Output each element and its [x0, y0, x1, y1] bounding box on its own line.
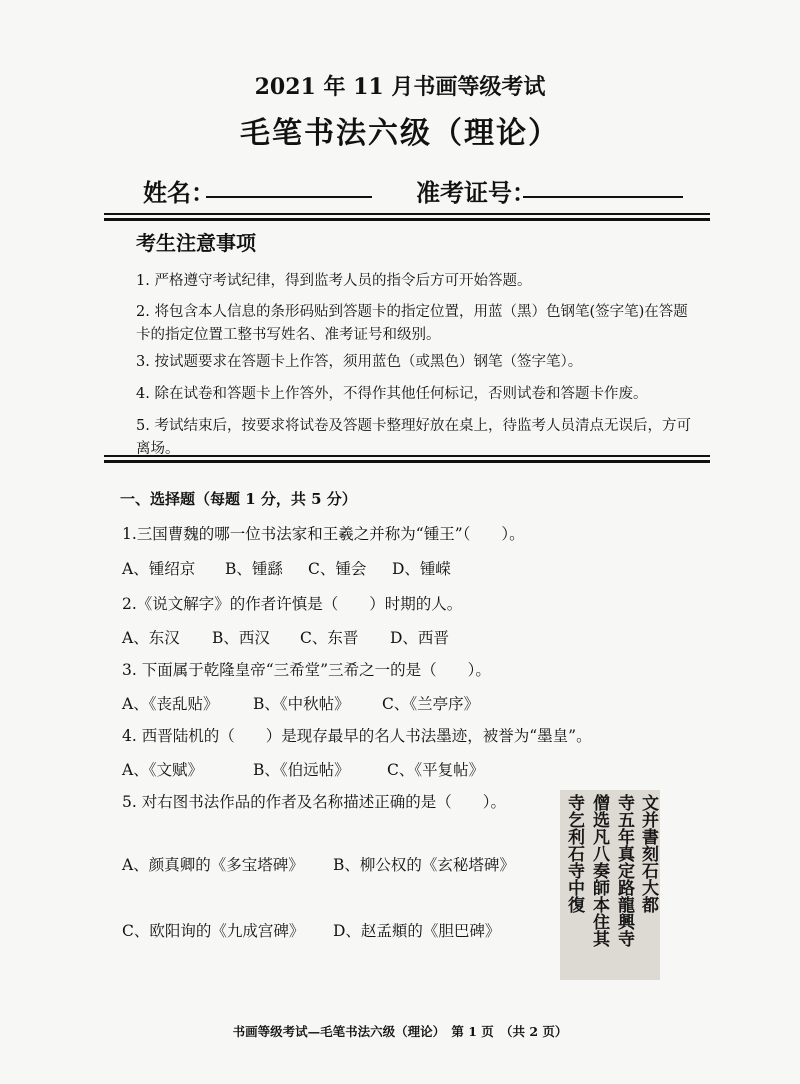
section-heading: 一、选择题（每题 1 分，共 5 分）: [120, 490, 357, 508]
question-4-option-c: C、《平复帖》: [387, 761, 485, 779]
question-5-stem: 5. 对右图书法作品的作者及名称描述正确的是（ ）。: [122, 793, 506, 811]
exam-id-blank-line: [523, 196, 683, 198]
notice-item-2: 2. 将包含本人信息的条形码贴到答题卡的指定位置，用蓝（黑）色钢笔(签字笔)在答题卡的指定位置工整书写姓名、准考证号和级别。: [136, 304, 688, 343]
notice-item-4: 4. 除在试卷和答题卡上作答外，不得作其他任何标记，否则试卷和答题卡作废。: [136, 386, 648, 402]
question-4-option-b: B、《伯远帖》: [253, 761, 350, 779]
notice-item-5: 5. 考试结束后，按要求将试卷及答题卡整理好放在桌上，待监考人员清点无误后，方可离场。: [136, 418, 691, 457]
question-3-stem: 3. 下面属于乾隆皇帝“三希堂”三希之一的是（ ）。: [122, 661, 491, 679]
question-2-option-a: A、东汉: [122, 629, 180, 647]
question-1-option-d: D、锺嵘: [392, 560, 451, 578]
bottom-divider: [104, 455, 710, 457]
question-1-stem: 1.三国曹魏的哪一位书法家和王羲之并称为“锺王”（ ）。: [122, 525, 525, 543]
question-2-option-b: B、西汉: [212, 629, 270, 647]
question-3-option-b: B、《中秋帖》: [253, 695, 350, 713]
top-divider-thick: [104, 218, 710, 221]
calligraphy-column-2: 寺五年真定路龍興寺: [614, 794, 634, 947]
question-1-option-c: C、锺会: [308, 560, 367, 578]
question-2-stem: 2.《说文解字》的作者许慎是（ ）时期的人。: [122, 595, 463, 613]
calligraphy-column-1: 文并書刻石大都: [638, 794, 658, 913]
question-1-option-a: A、锺绍京: [122, 560, 196, 578]
question-5-option-d: D、赵孟頫的《胆巴碑》: [333, 922, 501, 940]
notice-heading: 考生注意事项: [136, 231, 256, 255]
calligraphy-column-3: 僧选凡八奏師本住其: [589, 794, 609, 947]
notice-item-3: 3. 按试题要求在答题卡上作答，须用蓝色（或黑色）钢笔（签字笔）。: [136, 354, 583, 370]
question-2-option-d: D、西晋: [390, 629, 449, 647]
page-footer: 书画等级考试—毛笔书法六级（理论） 第 1 页 （共 2 页）: [232, 1024, 568, 1039]
question-5-option-a: A、颜真卿的《多宝塔碑》: [122, 856, 304, 874]
notice-item-1: 1. 严格遵守考试纪律，得到监考人员的指令后方可开始答题。: [136, 273, 532, 289]
name-label: 姓名：: [143, 178, 215, 207]
exam-id-label: 准考证号：: [416, 178, 536, 207]
calligraphy-column-4: 寺乞利石寺中復: [564, 794, 584, 913]
question-4-option-a: A、《文赋》: [122, 761, 203, 779]
question-3-option-a: A、《丧乱贴》: [122, 695, 219, 713]
question-1-option-b: B、锺繇: [225, 560, 283, 578]
calligraphy-image: [560, 790, 660, 980]
name-blank-line: [206, 196, 372, 198]
paper-title: 毛笔书法六级（理论）: [240, 116, 560, 151]
top-divider: [104, 213, 710, 215]
bottom-divider-thick: [104, 460, 710, 463]
question-5-option-c: C、欧阳询的《九成宫碑》: [122, 922, 305, 940]
question-2-option-c: C、东晋: [300, 629, 359, 647]
question-5-option-b: B、柳公权的《玄秘塔碑》: [333, 856, 515, 874]
question-3-option-c: C、《兰亭序》: [382, 695, 480, 713]
exam-date-title: 2021 年 11 月书画等级考试: [254, 74, 546, 100]
question-4-stem: 4. 西晋陆机的（ ）是现存最早的名人书法墨迹，被誉为“墨皇”。: [122, 727, 592, 745]
